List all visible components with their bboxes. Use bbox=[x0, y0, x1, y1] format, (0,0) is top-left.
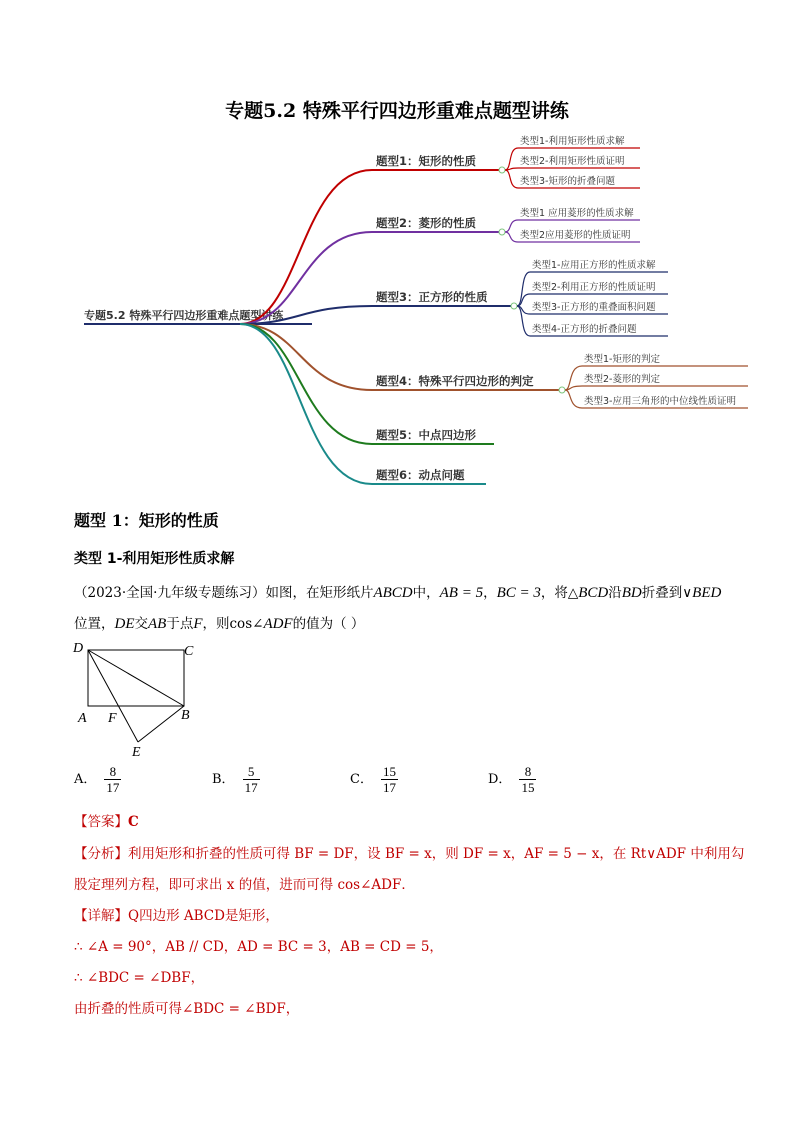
analysis-line-1: 【分析】利用矩形和折叠的性质可得 BF = DF，设 BF = x，则 DF = x，AF = 5 − x，在 Rt∨ADF 中利用勾 bbox=[74, 846, 745, 862]
branch-label-6: 题型6：动点问题 bbox=[376, 468, 465, 482]
child-label: 类型2-利用矩形性质证明 bbox=[520, 156, 625, 167]
child-label: 类型3-正方形的重叠面积问题 bbox=[532, 302, 656, 313]
label-b: B bbox=[181, 708, 190, 723]
page-title: 专题5.2 特殊平行四边形重难点题型讲练 bbox=[225, 100, 569, 122]
mind-map bbox=[0, 130, 794, 500]
option-d[interactable]: D． $\frac{8}{15}$ bbox=[488, 764, 535, 795]
label-d: D bbox=[73, 641, 84, 656]
subsection-heading: 类型 1-利用矩形性质求解 bbox=[74, 551, 235, 567]
branch-label-1: 题型1：矩形的性质 bbox=[376, 154, 477, 168]
analysis-line-2: 股定理列方程，即可求出 x 的值，进而可得 cos∠ADF． bbox=[74, 877, 415, 893]
detail-line-3: ∴ ∠BDC = ∠DBF， bbox=[74, 970, 205, 986]
branch-label-3: 题型3：正方形的性质 bbox=[376, 290, 488, 304]
branch-label-2: 题型2：菱形的性质 bbox=[376, 216, 477, 230]
child-label: 类型1-矩形的判定 bbox=[584, 354, 660, 365]
detail-line-1: 【详解】Q四边形 ABCD是矩形， bbox=[74, 908, 279, 924]
geometry-figure bbox=[70, 638, 210, 763]
child-label: 类型1 应用菱形的性质求解 bbox=[520, 208, 634, 219]
child-label: 类型3-矩形的折叠问题 bbox=[520, 176, 615, 187]
collapse-toggle-icon[interactable] bbox=[499, 167, 505, 173]
child-line bbox=[565, 386, 748, 390]
detail-line-2: ∴ ∠A = 90°，AB // CD，AD = BC = 3，AB = CD = 5， bbox=[74, 939, 443, 955]
problem-line-2: 位置，DE交AB于点F，则cos∠ADF的值为（ ） bbox=[74, 616, 365, 632]
child-label: 类型3-应用三角形的中位线性质证明 bbox=[584, 396, 736, 407]
collapse-toggle-icon[interactable] bbox=[511, 303, 517, 309]
answer-line: 【答案】C bbox=[74, 814, 139, 830]
option-c[interactable]: C． $\frac{15}{17}$ bbox=[350, 764, 396, 795]
child-label: 类型1-利用矩形性质求解 bbox=[520, 136, 625, 147]
section-heading: 题型 1：矩形的性质 bbox=[74, 511, 219, 530]
label-e: E bbox=[132, 745, 141, 760]
child-label: 类型2-菱形的判定 bbox=[584, 374, 660, 385]
child-label: 类型1-应用正方形的性质求解 bbox=[532, 260, 656, 271]
detail-line-4: 由折叠的性质可得∠BDC = ∠BDF， bbox=[74, 1001, 300, 1017]
option-b[interactable]: B． $\frac{5}{17}$ bbox=[212, 764, 258, 795]
child-label: 类型4-正方形的折叠问题 bbox=[532, 324, 637, 335]
branch-label-5: 题型5：中点四边形 bbox=[376, 428, 477, 442]
child-label: 类型2应用菱形的性质证明 bbox=[520, 230, 631, 241]
option-a[interactable]: A． $\frac{8}{17}$ bbox=[74, 764, 120, 795]
collapse-toggle-icon[interactable] bbox=[559, 387, 565, 393]
branch-line bbox=[240, 324, 486, 484]
problem-line-1: （2023·全国·九年级专题练习）如图，在矩形纸片ABCD中，AB = 5，BC = 3，将△BCD沿BD折叠到∨BED bbox=[74, 585, 722, 601]
collapse-toggle-icon[interactable] bbox=[499, 229, 505, 235]
child-label: 类型2-利用正方形的性质证明 bbox=[532, 282, 656, 293]
branch-label-4: 题型4：特殊平行四边形的判定 bbox=[376, 374, 534, 388]
label-a: A bbox=[78, 711, 87, 726]
mind-map-root: 专题5.2 特殊平行四边形重难点题型讲练 bbox=[84, 309, 284, 322]
child-line bbox=[505, 168, 640, 170]
label-f: F bbox=[108, 711, 117, 726]
label-c: C bbox=[184, 644, 194, 659]
